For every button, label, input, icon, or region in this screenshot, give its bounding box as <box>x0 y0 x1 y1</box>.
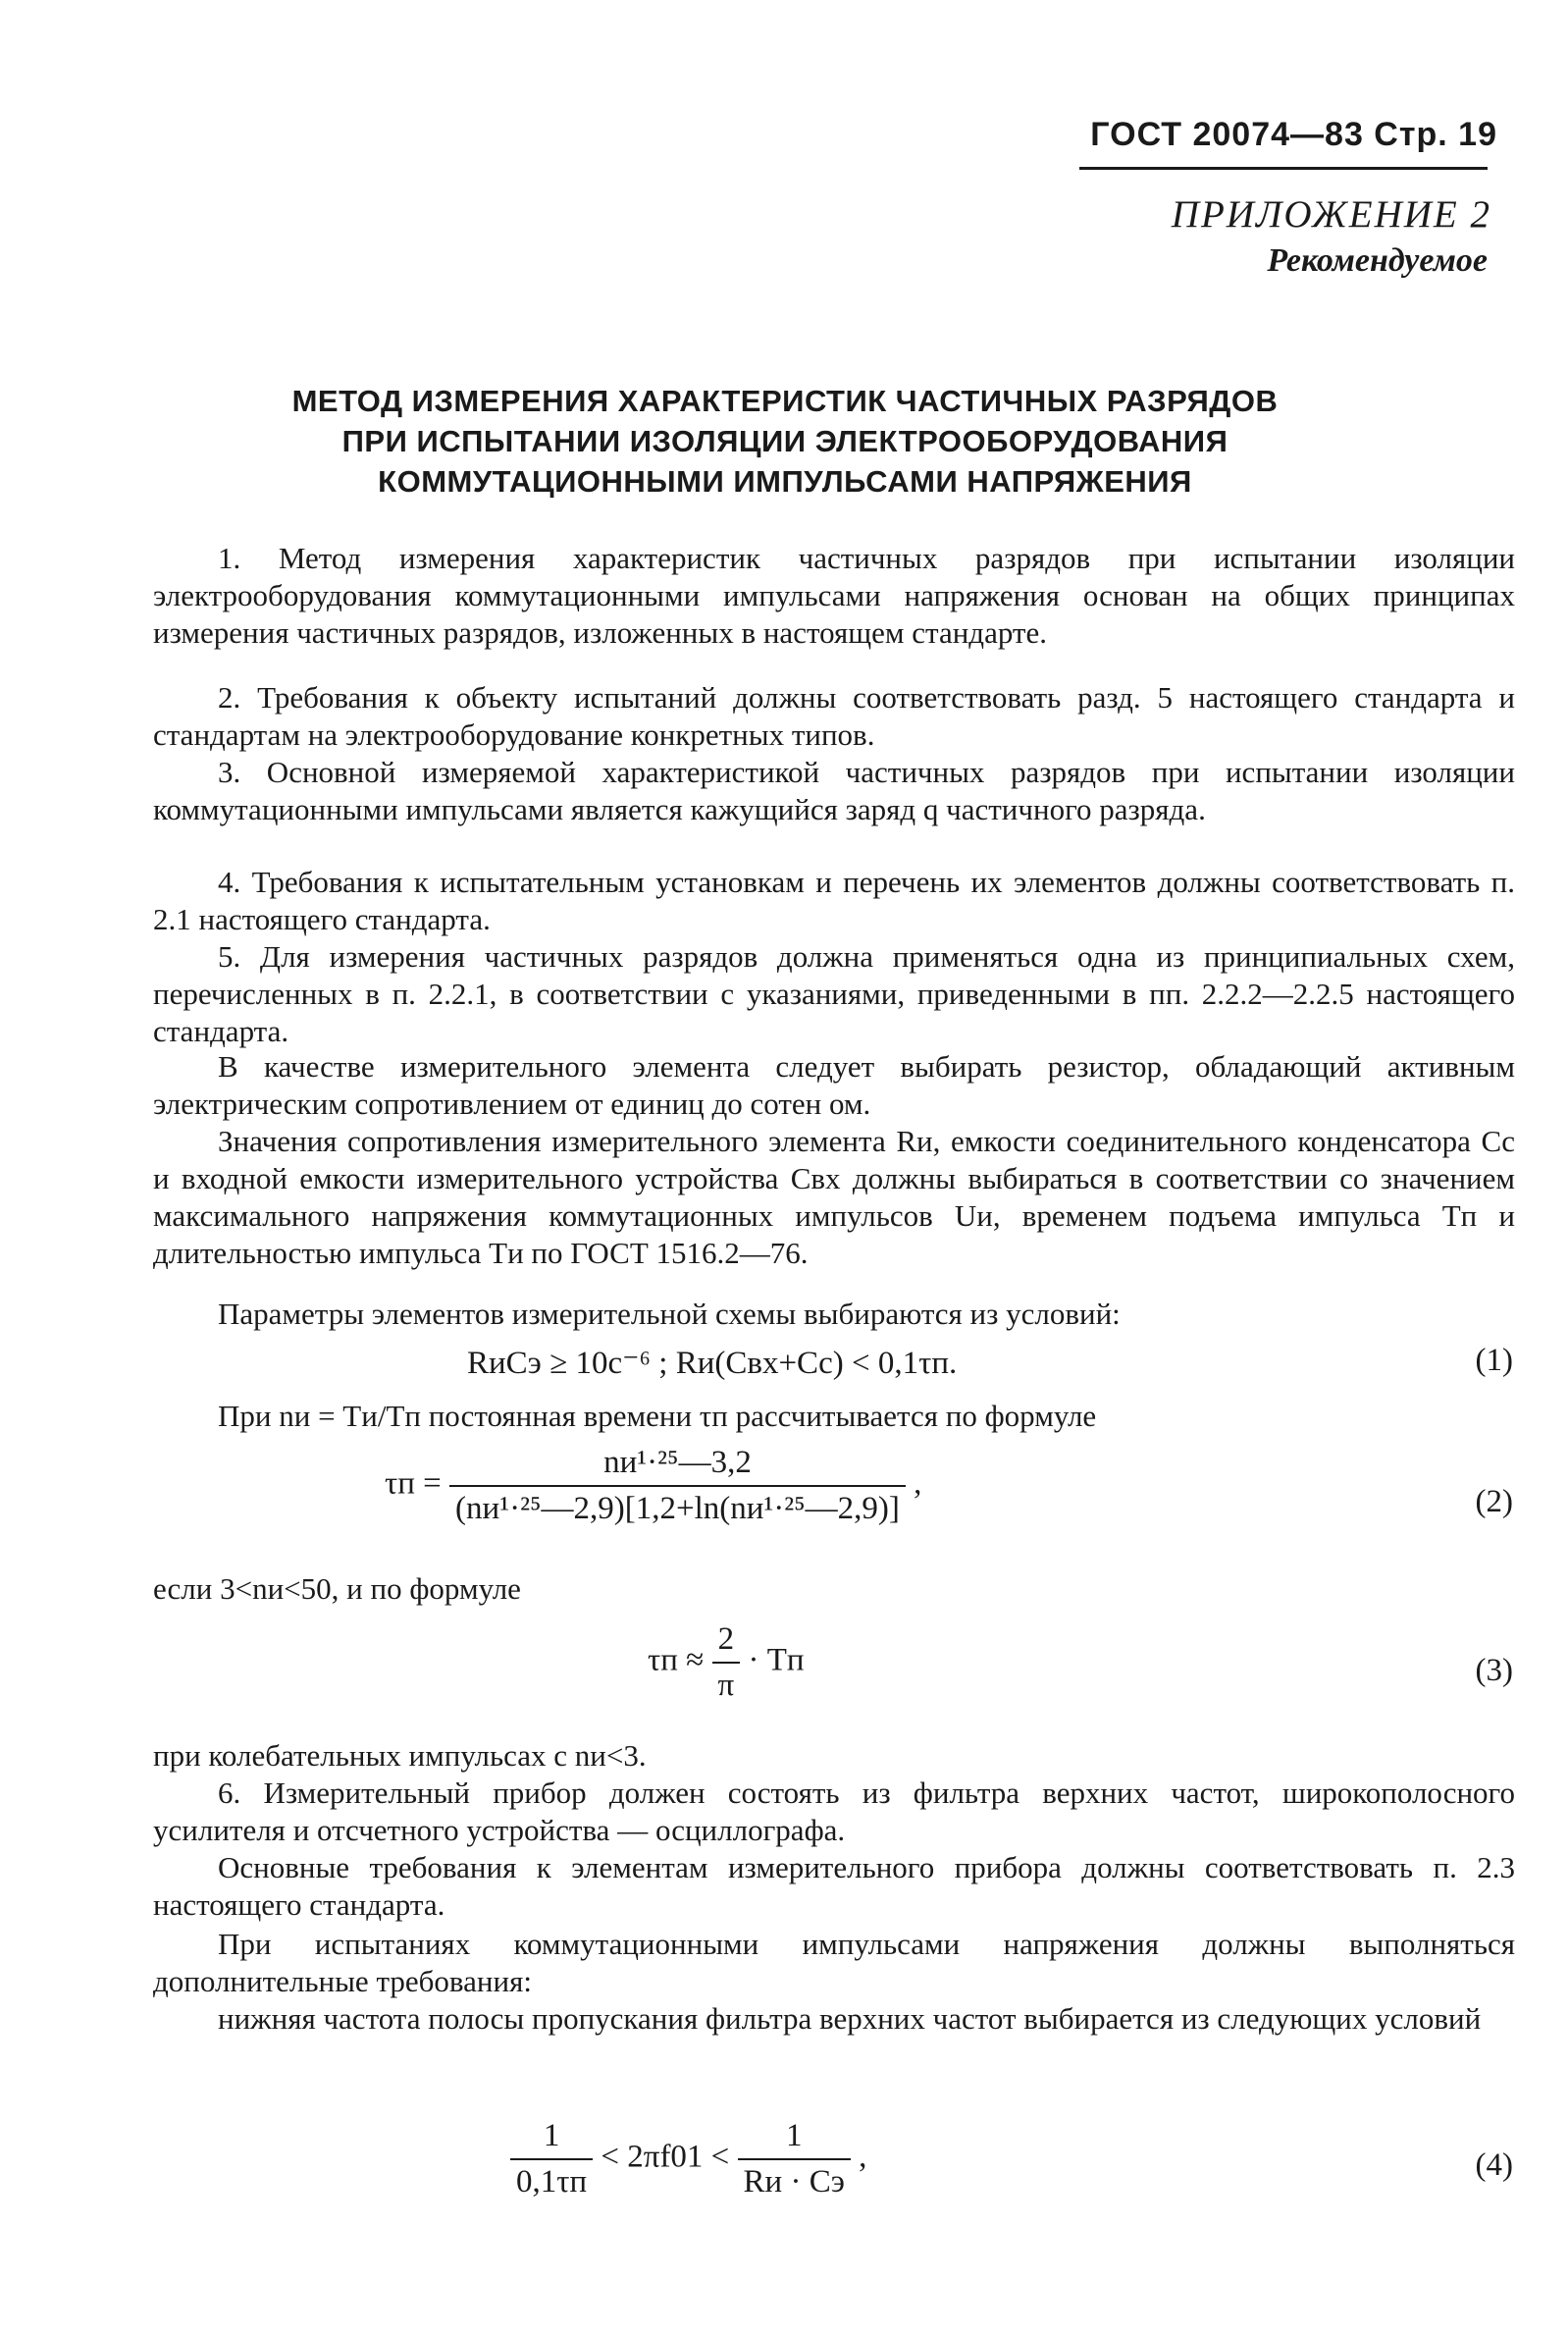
fraction-numerator: 2 <box>717 1621 735 1657</box>
fraction-denominator: (nи¹·²⁵—2,9)[1,2+ln(nи¹·²⁵—2,9)] <box>449 1485 906 1527</box>
paragraph-13: Основные требования к элементам измерительного прибора должны соответствовать п. 2.3 настоящего стандарта. <box>153 1850 1515 1922</box>
paragraph-11: при колебательных импульсах с nи<3. <box>153 1738 647 1773</box>
title-line: КОММУТАЦИОННЫМИ ИМПУЛЬСАМИ НАПРЯЖЕНИЯ <box>378 464 1192 499</box>
annex-title: ПРИЛОЖЕНИЕ 2 <box>1171 193 1491 236</box>
equation-2 <box>385 1445 921 1527</box>
fraction-numerator: 1 <box>785 2118 803 2153</box>
equation-tail: , <box>914 1465 922 1502</box>
fraction-numerator: nи¹·²⁵—3,2 <box>603 1445 752 1480</box>
equation-3 <box>648 1621 805 1704</box>
fraction-denominator: π <box>712 1662 741 1704</box>
equation-fraction <box>738 2118 851 2200</box>
equation-fraction <box>510 2118 593 2200</box>
equation-lhs: τп ≈ <box>648 1642 705 1678</box>
equation-number: (4) <box>1475 2147 1513 2183</box>
equation-middle: < 2πf01 < <box>601 2139 730 2175</box>
header-rule <box>1079 167 1488 170</box>
paragraph-10: если 3<nи<50, и по формуле <box>153 1571 521 1606</box>
equation-number: (3) <box>1475 1653 1513 1688</box>
equation-number: (2) <box>1475 1484 1513 1519</box>
equation-tail: · Tп <box>748 1642 805 1678</box>
paragraph-14: При испытаниях коммутационными импульсами напряжения должны выполняться дополнительные требования: <box>153 1927 1515 1998</box>
fraction-denominator: 0,1τп <box>510 2158 593 2200</box>
equation-number: (1) <box>1475 1343 1513 1378</box>
paragraph-6: В качестве измерительного элемента следует выбирать резистор, обладающий активным электрическим сопротивлением от единиц до сотен ом. <box>153 1049 1515 1121</box>
title-line: МЕТОД ИЗМЕРЕНИЯ ХАРАКТЕРИСТИК ЧАСТИЧНЫХ РАЗРЯДОВ <box>291 384 1279 418</box>
paragraph-5: 5. Для измерения частичных разрядов должна применяться одна из принципиальных схем, перечисленных в п. 2.2.1, в соответствии с указаниями, приведенными в пп. 2.2.2—2.2.5 настоящего стандарта. <box>153 939 1515 1048</box>
page-header-ref: ГОСТ 20074—83 Стр. 19 <box>1090 116 1497 153</box>
title-line: ПРИ ИСПЫТАНИИ ИЗОЛЯЦИИ ЭЛЕКТРООБОРУДОВАНИЯ <box>341 424 1228 458</box>
paragraph-9: При nи = Tи/Tп постоянная времени τп рассчитывается по формуле <box>218 1399 1097 1433</box>
document-title <box>147 381 1423 502</box>
equation-tail: , <box>859 2139 867 2175</box>
equation-4 <box>510 2118 866 2200</box>
equation-1: RиCэ ≥ 10с⁻⁶ ; Rи(Cвх+Cс) < 0,1τп. <box>467 1346 958 1381</box>
paragraph-8: Параметры элементов измерительной схемы выбираются из условий: <box>218 1297 1121 1331</box>
paragraph-2: 2. Требования к объекту испытаний должны соответствовать разд. 5 настоящего стандарта и стандартам на электрооборудование конкретных типов. <box>153 680 1515 752</box>
paragraph-4: 4. Требования к испытательным установкам и перечень их элементов должны соответствовать п. 2.1 настоящего стандарта. <box>153 865 1515 936</box>
equation-fraction <box>449 1445 906 1527</box>
fraction-denominator: Rи · Cэ <box>738 2158 851 2200</box>
paragraph-15: нижняя частота полосы пропускания фильтра верхних частот выбирается из следующих условий <box>218 2001 1482 2036</box>
paragraph-12: 6. Измерительный прибор должен состоять из фильтра верхних частот, широкополосного усилителя и отсчетного устройства — осциллографа. <box>153 1776 1515 1847</box>
equation-lhs: τп = <box>385 1465 442 1502</box>
equation-fraction <box>712 1621 741 1704</box>
paragraph-7: Значения сопротивления измерительного элемента Rи, емкости соединительного конденсатора Cс и входной емкости измерительного устройства Cвх должны выбираться в соответствии со значением максимального напряжения коммутационных импульсов Uи, временем подъема импульса Tп и длительностью импульса Tи по ГОСТ 1516.2—76. <box>153 1124 1515 1270</box>
fraction-numerator: 1 <box>543 2118 560 2153</box>
paragraph-3: 3. Основной измеряемой характеристикой частичных разрядов при испытании изоляции коммутационными импульсами является кажущийся заряд q частичного разряда. <box>153 755 1515 826</box>
annex-status: Рекомендуемое <box>1267 242 1488 279</box>
paragraph-1: 1. Метод измерения характеристик частичных разрядов при испытании изоляции электрооборудования коммутационными импульсами напряжения основан на общих принципах измерения частичных разрядов, изложенных в настоящем стандарте. <box>153 541 1515 650</box>
